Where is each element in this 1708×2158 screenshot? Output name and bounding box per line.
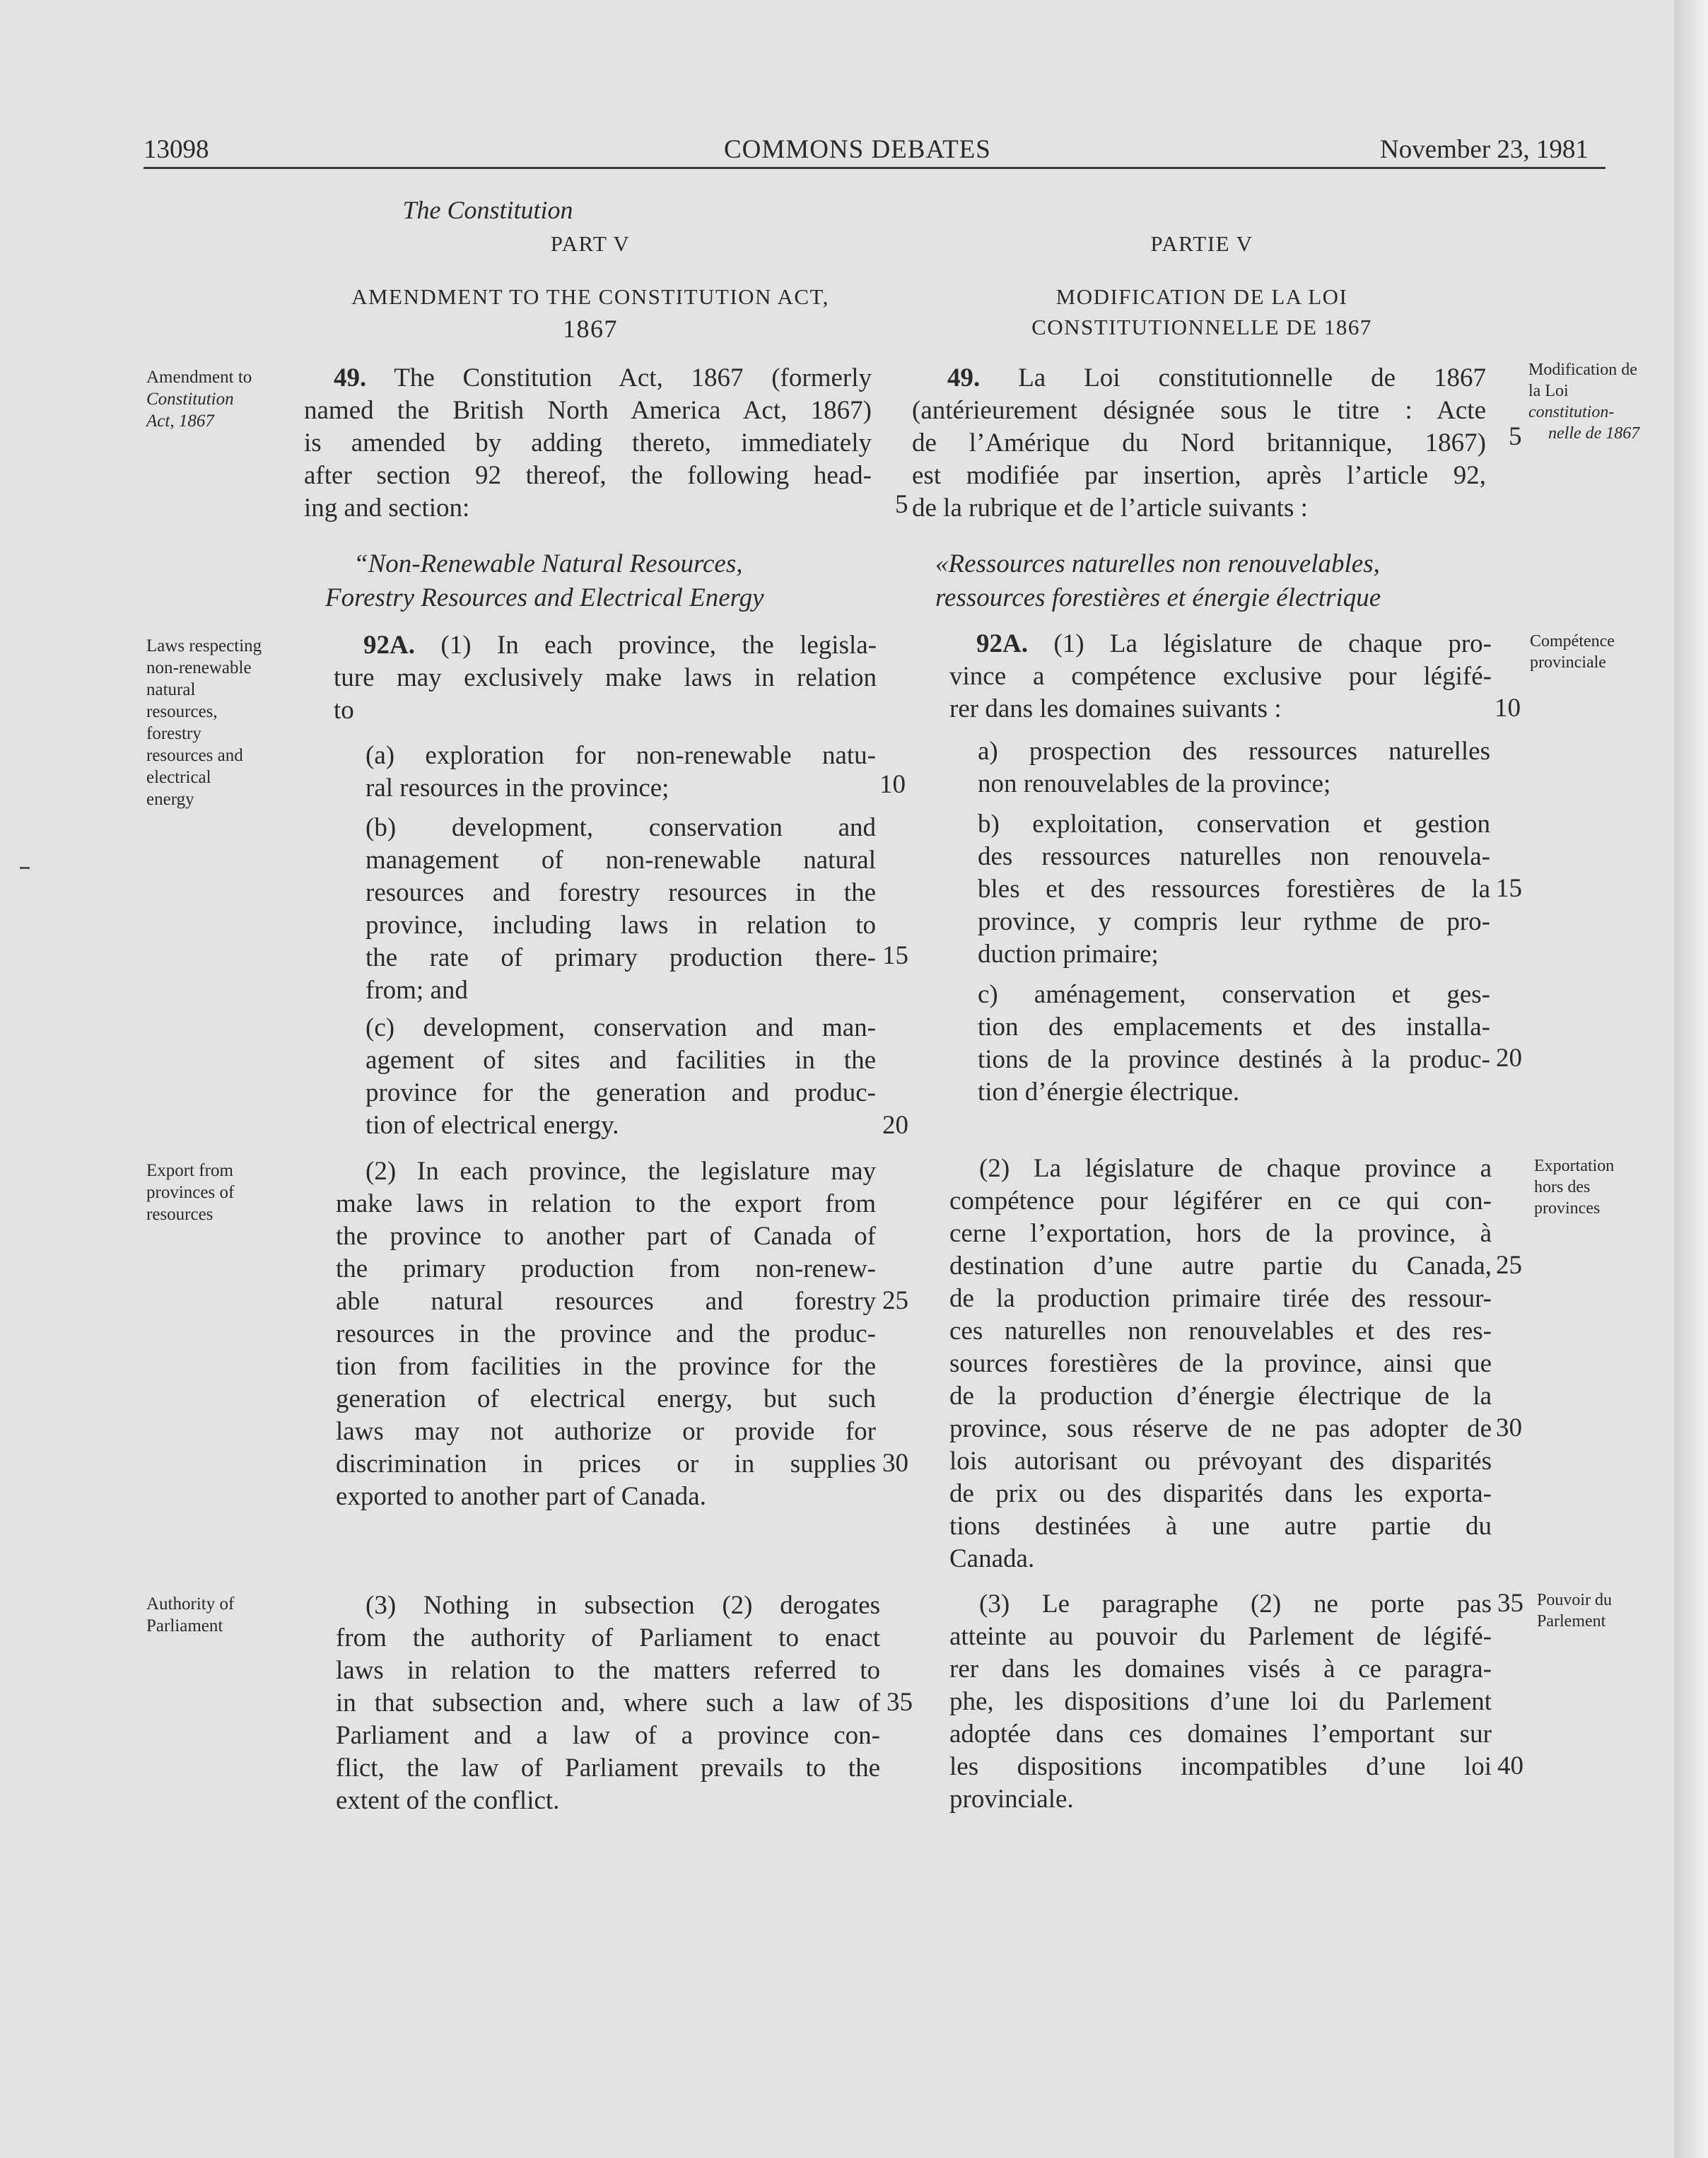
heading-line: Forestry Resources and Electrical Energy — [325, 583, 764, 612]
text-line: a) prospection des ressources naturelles — [978, 737, 1490, 766]
line-number: 10 — [879, 770, 906, 799]
text-line: tions de la province destinés à la produc- — [978, 1045, 1490, 1074]
line-number: 20 — [882, 1111, 908, 1140]
text-line: de la rubrique et de l’article suivants : — [912, 494, 1308, 523]
text-line: non renouvelables de la province; — [978, 769, 1331, 798]
text-line: phe, les dispositions d’une loi du Parlement — [949, 1687, 1492, 1716]
header-date: November 23, 1981 — [1380, 135, 1589, 164]
text-line: agement of sites and facilities in the — [365, 1046, 876, 1075]
margin-note-modification: Modification de la Loi constitution- nelle de 1867 — [1528, 361, 1640, 443]
fr-section-92a-1 — [949, 628, 1492, 725]
text-line: cerne l’exportation, hors de la province, à — [949, 1219, 1492, 1248]
margin-note-authority: Authority of Parliament — [146, 1594, 235, 1635]
fr-title-line1: MODIFICATION DE LA LOI — [1055, 284, 1348, 309]
text-line: province, y compris leur rythme de pro- — [978, 907, 1490, 936]
text-line: lois autorisant ou prévoyant des disparités — [949, 1447, 1492, 1476]
text-line: extent of the conflict. — [336, 1786, 560, 1815]
line-number: 15 — [1496, 874, 1522, 903]
text-line: compétence pour légiférer en ce qui con- — [949, 1186, 1492, 1215]
line-number: 20 — [1496, 1044, 1522, 1073]
text-line: (3) Le paragraphe (2) ne porte pas — [979, 1590, 1492, 1618]
text-line: ture may exclusively make laws in relation — [334, 663, 877, 692]
line-number: 25 — [1496, 1251, 1522, 1280]
margin-note-amendment: Amendment to Constitution Act, 1867 — [146, 368, 252, 431]
text-line: tions destinées à une autre partie du — [949, 1512, 1492, 1541]
text-line: Parliament and a law of a province con- — [336, 1721, 880, 1750]
fr-section-92a-2 — [949, 1153, 1492, 1575]
text-line: discrimination in prices or in supplies — [336, 1450, 876, 1478]
margin-note-export: Export from provinces of resources — [146, 1161, 235, 1224]
en-section-49 — [304, 362, 872, 525]
text-line: de l’Amérique du Nord britannique, 1867) — [912, 428, 1486, 457]
line-number: 35 — [1497, 1589, 1523, 1618]
fr-para-a — [978, 735, 1490, 800]
text-line: tion d’énergie électrique. — [978, 1078, 1240, 1107]
text-line: (c) development, conservation and man- — [365, 1013, 876, 1042]
text-line: ces naturelles non renouvelables et des res- — [949, 1317, 1492, 1346]
en-title-line1: AMENDMENT TO THE CONSTITUTION ACT, — [351, 284, 829, 309]
text-line: des ressources naturelles non renouvela- — [978, 842, 1490, 871]
text-line: c) aménagement, conservation et ges- — [978, 980, 1490, 1009]
text-line: (a) exploration for non-renewable natu- — [365, 741, 876, 770]
en-section-92a-2 — [336, 1155, 876, 1513]
text-line: (b) development, conservation and — [365, 813, 876, 842]
text-line: flict, the law of Parliament prevails to the — [336, 1754, 880, 1783]
text-line: 92A. (1) La législature de chaque pro- — [976, 629, 1492, 658]
text-line: destination d’une autre partie du Canada, — [949, 1252, 1492, 1281]
text-line: provinciale. — [949, 1785, 1074, 1814]
margin-note-exportation: Exportation hors des provinces — [1534, 1157, 1615, 1218]
text-line: tion from facilities in the province for the — [336, 1352, 876, 1381]
text-line: 49. La Loi constitutionnelle de 1867 — [947, 363, 1486, 392]
text-line: adoptée dans ces domaines l’emportant sur — [949, 1720, 1492, 1749]
fr-section-49 — [912, 362, 1486, 525]
line-number: 10 — [1494, 694, 1521, 723]
en-section-92a-3 — [336, 1590, 880, 1817]
text-line: de prix ou des disparités dans les exporta- — [949, 1479, 1492, 1508]
text-line: named the British North America Act, 1867) — [304, 396, 872, 425]
text-line: (2) La législature de chaque province a — [979, 1154, 1492, 1183]
text-line: ral resources in the province; — [365, 774, 669, 803]
fr-part-heading: PARTIE V — [1150, 231, 1253, 256]
en-section-92a-1 — [334, 629, 877, 727]
page-edge-shadow — [1674, 0, 1708, 2158]
text-line: province for the generation and produc- — [365, 1078, 876, 1107]
text-line: to — [334, 696, 354, 725]
fr-heading-92a — [935, 547, 1381, 615]
text-line: the primary production from non-renew- — [336, 1254, 876, 1283]
scan-mark — [20, 867, 30, 869]
text-line: ing and section: — [304, 494, 470, 523]
en-para-b — [365, 812, 876, 1007]
text-line: bles et des ressources forestières de la — [978, 875, 1490, 904]
text-line: (antérieurement désignée sous le titre : Acte — [912, 396, 1486, 425]
text-line: tion of electrical energy. — [365, 1111, 619, 1140]
text-line: de la production d’énergie électrique de la — [949, 1382, 1492, 1411]
text-line: duction primaire; — [978, 940, 1159, 969]
page-number: 13098 — [144, 135, 209, 164]
text-line: resources in the province and the produc- — [336, 1319, 876, 1348]
text-line: de la production primaire tirée des ressour- — [949, 1284, 1492, 1313]
line-number: 15 — [882, 941, 908, 970]
heading-line: «Ressources naturelles non renouvelables, — [935, 549, 1380, 578]
fr-title-line2: CONSTITUTIONNELLE DE 1867 — [1031, 315, 1372, 339]
text-line: from; and — [365, 976, 468, 1005]
text-line: the province to another part of Canada of — [336, 1222, 876, 1251]
text-line: (3) Nothing in subsection (2) derogates — [365, 1591, 880, 1620]
text-line: is amended by adding thereto, immediately — [304, 428, 872, 457]
text-line: b) exploitation, conservation et gestion — [978, 810, 1490, 839]
text-line: Canada. — [949, 1544, 1035, 1573]
text-line: 92A. (1) In each province, the legisla- — [363, 631, 877, 660]
margin-note-pouvoir: Pouvoir du Parlement — [1537, 1591, 1613, 1631]
text-line: rer dans les domaines suivants : — [949, 694, 1282, 723]
text-line: tion des emplacements et des installa- — [978, 1013, 1490, 1042]
subject-heading: The Constitution — [402, 196, 573, 224]
text-line: (2) In each province, the legislature may — [365, 1157, 876, 1186]
text-line: sources forestières de la province, ainsi que — [949, 1349, 1492, 1378]
text-line: les dispositions incompatibles d’une loi — [949, 1752, 1492, 1781]
text-line: province, including laws in relation to — [365, 911, 876, 940]
text-line: able natural resources and forestry — [336, 1287, 876, 1316]
text-line: province, sous réserve de ne pas adopter de — [949, 1414, 1492, 1443]
text-line: management of non-renewable natural — [365, 846, 876, 875]
en-para-a — [365, 740, 876, 805]
text-line: vince a compétence exclusive pour légifé- — [949, 662, 1492, 691]
text-line: laws in relation to the matters referred to — [336, 1656, 880, 1685]
fr-para-c — [978, 979, 1490, 1109]
text-line: rer dans les domaines visés à ce paragra- — [949, 1655, 1492, 1684]
text-line: laws may not authorize or provide for — [336, 1417, 876, 1446]
text-line: est modifiée par insertion, après l’article 92, — [912, 461, 1486, 490]
fr-para-b — [978, 808, 1490, 971]
text-line: 49. The Constitution Act, 1867 (formerly — [334, 363, 872, 392]
margin-note-laws: Laws respecting non-renewable natural resources, forestry resources and electrical energy — [146, 636, 262, 809]
text-line: in that subsection and, where such a law of — [336, 1689, 880, 1717]
heading-line: “Non-Renewable Natural Resources, — [353, 549, 743, 578]
line-number: 30 — [882, 1449, 908, 1478]
text-line: exported to another part of Canada. — [336, 1482, 706, 1511]
text-line: resources and forestry resources in the — [365, 878, 876, 907]
text-line: the rate of primary production there- — [365, 943, 876, 972]
line-number: 40 — [1497, 1751, 1523, 1780]
text-line: atteinte au pouvoir du Parlement de légifé- — [949, 1622, 1492, 1651]
text-line: from the authority of Parliament to enact — [336, 1623, 880, 1652]
line-number: 25 — [882, 1286, 908, 1315]
line-number: 5 — [1509, 422, 1522, 451]
text-line: generation of electrical energy, but such — [336, 1384, 876, 1413]
heading-line: ressources forestières et énergie électrique — [935, 583, 1381, 612]
publication-title: COMMONS DEBATES — [724, 135, 991, 164]
en-part-heading: PART V — [550, 231, 631, 256]
line-number: 5 — [895, 490, 908, 519]
text-line: make laws in relation to the export from — [336, 1189, 876, 1218]
line-number: 35 — [887, 1688, 913, 1717]
margin-note-competence: Compétence provinciale — [1530, 632, 1615, 672]
line-number: 30 — [1496, 1413, 1522, 1442]
en-title-line2: 1867 — [563, 315, 618, 343]
fr-section-92a-3 — [949, 1588, 1492, 1816]
en-para-c — [365, 1012, 876, 1142]
header-rule — [144, 167, 1605, 169]
en-heading-92a — [325, 547, 764, 615]
text-line: after section 92 thereof, the following head- — [304, 461, 872, 490]
